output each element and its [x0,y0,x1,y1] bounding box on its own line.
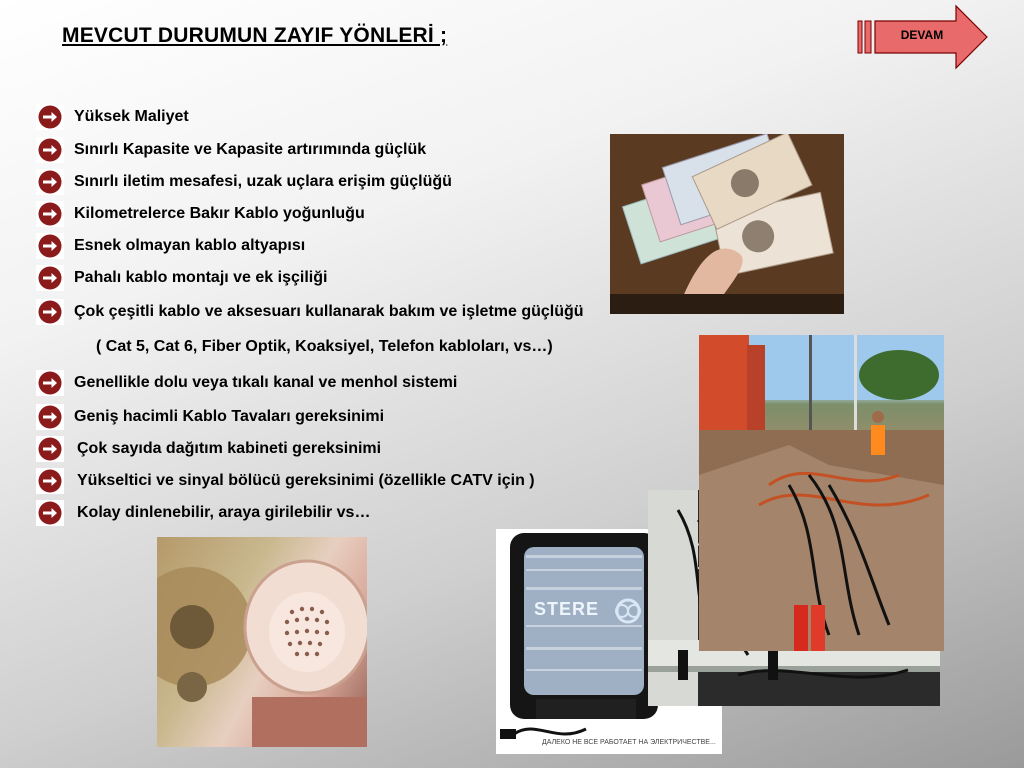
list-item-text: Geniş hacimli Kablo Tavaları gereksinimi [74,408,385,425]
arrow-right-circle-icon [36,404,64,430]
arrow-right-circle-icon [36,299,64,325]
list-item-text: Sınırlı iletim mesafesi, uzak uçlara erişim güçlüğü [74,173,452,190]
list-item [36,370,457,396]
list-item-text: Yüksek Maliyet [74,108,189,125]
tv-screen-text: STERE [534,599,600,619]
list-item [36,299,584,325]
list-item [36,468,535,494]
list-item-text: Pahalı kablo montajı ve ek işçiliği [74,269,328,286]
construction-photo [699,335,944,651]
list-item [36,404,384,430]
list-item [36,169,452,195]
list-item-text: Yükseltici ve sinyal bölücü gereksinimi (özellikle CATV için ) [77,472,535,489]
telephone-photo [157,537,367,747]
list-item-text: Çok sayıda dağıtım kabineti gereksinimi [77,440,382,457]
arrow-right-circle-icon [36,169,64,195]
arrow-right-circle-icon [36,500,64,526]
list-item [36,104,189,130]
list-item [36,436,381,462]
money-photo [610,134,844,314]
list-item [36,233,305,259]
arrow-right-circle-icon [36,370,64,396]
list-item-text: Kolay dinlenebilir, araya girilebilir vs… [77,504,371,521]
list-item-text: Kilometrelerce Bakır Kablo yoğunluğu [74,205,365,222]
arrow-right-circle-icon [36,137,64,163]
list-item [36,500,370,526]
cable-types-note: ( Cat 5, Cat 6, Fiber Optik, Koaksiyel, Telefon kabloları, vs…) [96,338,553,355]
list-item-text: Çok çeşitli kablo ve aksesuarı kullanarak bakım ve işletme güçlüğü [74,303,584,320]
list-item [36,265,327,291]
list-item-text: Genellikle dolu veya tıkalı kanal ve menhol sistemi [74,374,458,391]
devam-label[interactable]: DEVAM [900,28,944,42]
arrow-right-circle-icon [36,233,64,259]
arrow-right-circle-icon [36,104,64,130]
arrow-right-circle-icon [36,436,64,462]
slide-title: MEVCUT DURUMUN ZAYIF YÖNLERİ ; [62,24,448,47]
arrow-right-circle-icon [36,265,64,291]
tv-caption: ДАЛЕКО НЕ ВСЕ РАБОТАЕТ НА ЭЛЕКТРИЧЕСТВЕ... [542,739,716,746]
list-item [36,137,426,163]
list-item-text: Esnek olmayan kablo altyapısı [74,237,306,254]
arrow-right-circle-icon [36,201,64,227]
arrow-right-circle-icon [36,468,64,494]
list-item [36,201,365,227]
list-item-text: Sınırlı Kapasite ve Kapasite artırımında güçlük [74,141,427,158]
